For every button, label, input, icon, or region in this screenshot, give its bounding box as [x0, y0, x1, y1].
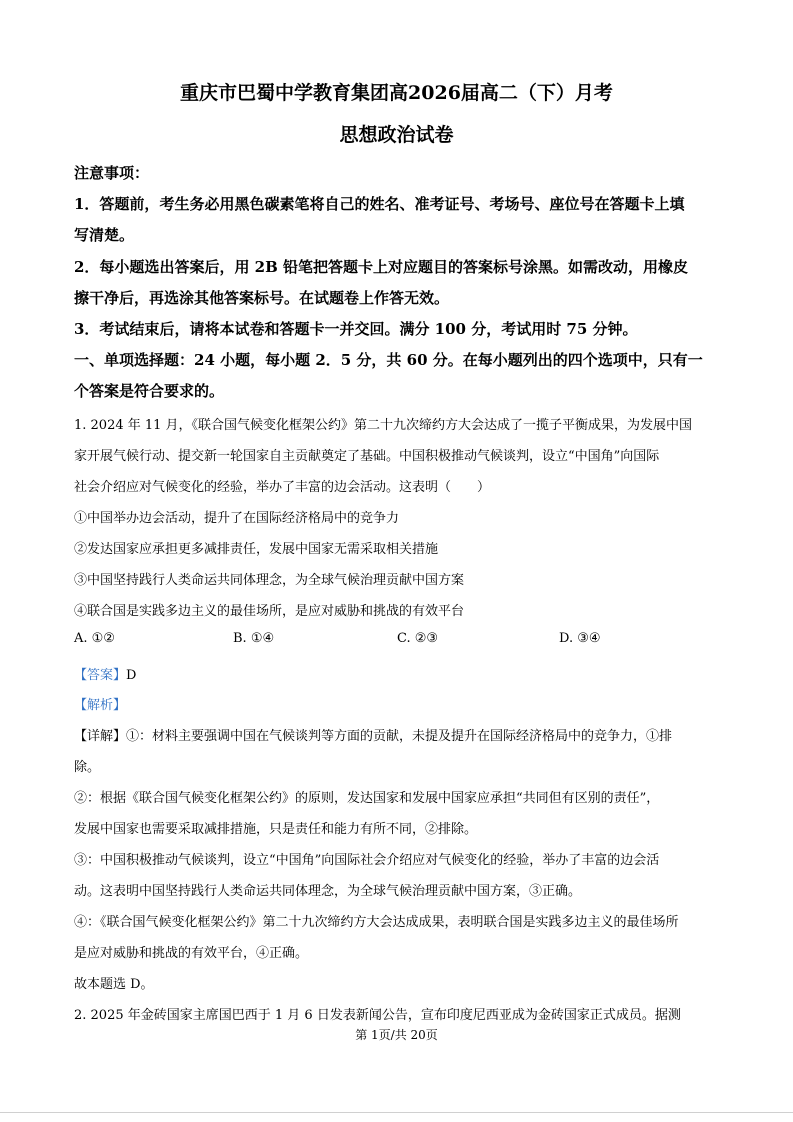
question-stem: 家开展气候行动、提交新一轮国家自主贡献奠定了基础。中国积极推动气候谈判，设立“中国角”向国际 — [74, 449, 660, 464]
question-statement: ④联合国是实践多边主义的最佳场所，是应对威胁和挑战的有效平台 — [74, 604, 465, 619]
notice-line: 写清楚。 — [74, 226, 135, 244]
notice-heading: 注意事项： — [74, 164, 150, 182]
notice-line: 3．考试结束后，请将本试卷和答题卡一并交回。满分 100 分，考试用时 75 分钟。 — [74, 320, 638, 338]
detail-line: 发展中国家也需要采取减排措施，只是责任和能力有所不同，②排除。 — [74, 822, 478, 837]
question-statement: ②发达国家应承担更多减排责任，发展中国家无需采取相关措施 — [74, 542, 439, 557]
notice-line: 擦干净后，再选涂其他答案标号。在试题卷上作答无效。 — [74, 289, 450, 307]
question-stem: 1. 2024 年 11 月，《联合国气候变化框架公约》第二十九次缔约方大会达成了一揽子平衡成果，为发展中国 — [74, 418, 693, 433]
detail-line: 除。 — [74, 760, 101, 775]
option-b: B. ①④ — [233, 631, 275, 646]
page-divider — [0, 1112, 793, 1113]
notice-line: 2．每小题选出答案后，用 2B 铅笔把答题卡上对应题目的答案标号涂黑。如需改动，用橡皮 — [74, 258, 689, 276]
exam-subtitle: 思想政治试卷 — [339, 124, 454, 146]
answer-line — [74, 664, 724, 683]
option-d: D. ③④ — [559, 631, 601, 646]
detail-line: ②：根据《联合国气候变化框架公约》的原则，发达国家和发展中国家应承担“共同但有区别的责任”， — [74, 791, 660, 806]
section-heading: 个答案是符合要求的。 — [74, 382, 225, 400]
detail-line: ③：中国积极推动气候谈判，设立“中国角”向国际社会介绍应对气候变化的经验，举办了丰富的边会活 — [74, 853, 660, 868]
detail-line: 是应对威胁和挑战的有效平台，④正确。 — [74, 946, 309, 961]
question-stem: 社会介绍应对气候变化的经验，举办了丰富的边会活动。这表明（ ） — [74, 480, 491, 495]
detail-label: 【详解】 — [74, 729, 127, 744]
detail-line — [74, 725, 724, 744]
exam-title: 重庆市巴蜀中学教育集团高2026届高二（下）月考 — [180, 82, 613, 104]
detail-line: 动。这表明中国坚持践行人类命运共同体理念，为全球气候治理贡献中国方案，③正确。 — [74, 884, 582, 899]
question-stem: 2. 2025 年金砖国家主席国巴西于 1 月 6 日发表新闻公告，宣布印度尼西亚成为金砖国家正式成员。据测 — [74, 1008, 681, 1023]
detail-text: ①：材料主要强调中国在气候谈判等方面的贡献，未提及提升在国际经济格局中的竞争力，①排 — [126, 729, 673, 744]
answer-label: 【答案】 — [74, 668, 127, 683]
question-statement: ①中国举办边会活动，提升了在国际经济格局中的竞争力 — [74, 511, 400, 526]
page-number: 第 1页/共 20页 — [355, 1028, 438, 1042]
option-c: C. ②③ — [397, 631, 439, 646]
answer-value: D — [126, 668, 137, 683]
section-heading: 一、单项选择题：24 小题，每小题 2．5 分，共 60 分。在每小题列出的四个选项中，只有一 — [74, 351, 703, 369]
analysis-label: 【解析】 — [74, 698, 127, 713]
option-a: A. ①② — [74, 631, 115, 646]
detail-line: ④：《联合国气候变化框架公约》第二十九次缔约方大会达成成果，表明联合国是实践多边主义的最佳场所 — [74, 915, 679, 930]
question-statement: ③中国坚持践行人类命运共同体理念，为全球气候治理贡献中国方案 — [74, 573, 465, 588]
notice-line: 1．答题前，考生务必用黑色碳素笔将自己的姓名、准考证号、考场号、座位号在答题卡上填 — [74, 195, 685, 213]
detail-conclusion: 故本题选 D。 — [74, 977, 154, 992]
